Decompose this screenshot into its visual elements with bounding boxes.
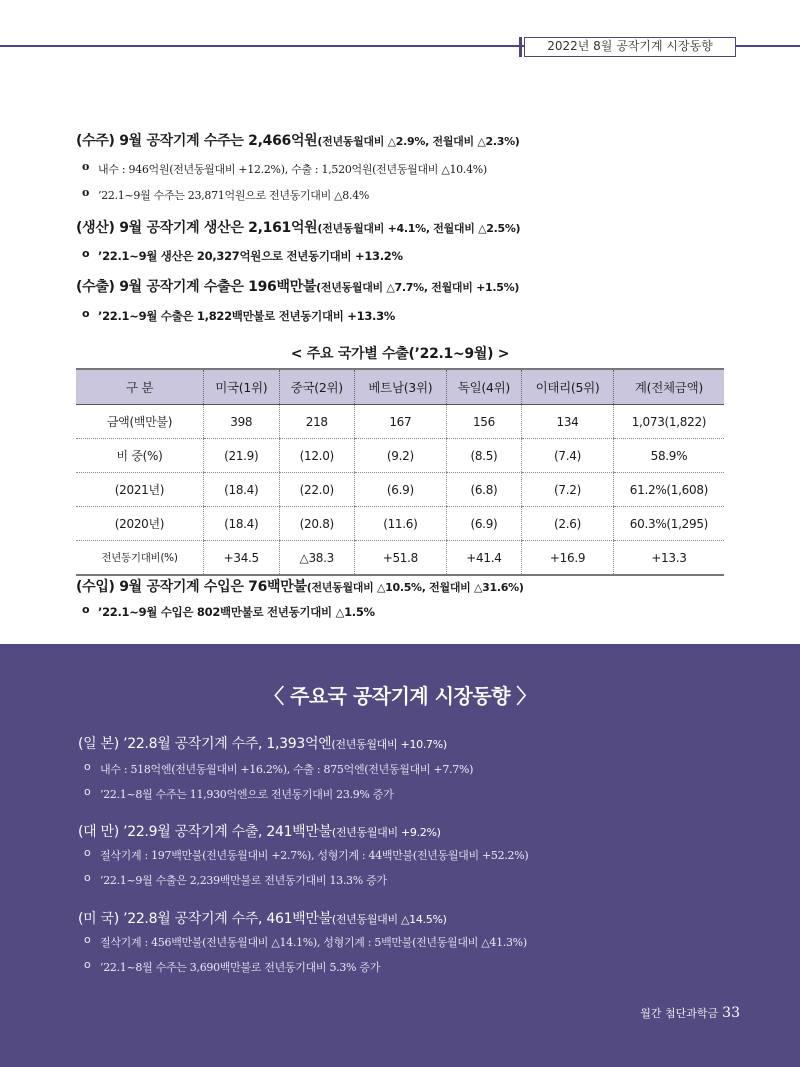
table-cell: 1,073(1,822) bbox=[613, 405, 724, 439]
table-cell: (21.9) bbox=[204, 439, 280, 473]
table-cell: (18.4) bbox=[204, 473, 280, 507]
table-cell: 전년동기대비(%) bbox=[101, 552, 178, 564]
table-cell: 60.3%(1,295) bbox=[613, 507, 724, 541]
japan-bullet-2: o ’22.1~8월 수주는 11,930억엔으로 전년동기대비 23.9% 증가 bbox=[78, 786, 760, 802]
taiwan-bullet-1: o 절삭기계 : 197백만불(전년동월대비 +2.7%), 성형기계 : 44백만불(전년동월대비 +52.2%) bbox=[78, 847, 760, 863]
table-row bbox=[76, 541, 724, 576]
table-cell: 61.2%(1,608) bbox=[613, 473, 724, 507]
japan-section bbox=[78, 733, 760, 802]
table-cell: 218 bbox=[279, 405, 355, 439]
orders-bullet-2: o ’22.1~9월 수주는 23,871억원으로 전년동기대비 △8.4% bbox=[76, 187, 740, 203]
table-row bbox=[76, 473, 724, 507]
table-cell: 398 bbox=[204, 405, 280, 439]
global-market-panel bbox=[0, 644, 800, 1067]
table-header: 중국(2위) bbox=[279, 369, 355, 405]
page-footer bbox=[640, 1005, 740, 1021]
production-heading: (생산) 9월 공작기계 생산은 2,161억원(전년동월대비 +4.1%, 전월대비 △2.5%) bbox=[76, 220, 521, 236]
table-cell: (7.4) bbox=[522, 439, 614, 473]
table-row bbox=[76, 507, 724, 541]
table-cell: +16.9 bbox=[522, 541, 614, 576]
table-cell: (20.8) bbox=[279, 507, 355, 541]
usa-bullet-2: o ’22.1~8월 수주는 3,690백만불로 전년동기대비 5.3% 증가 bbox=[78, 959, 760, 975]
table-header: 구 분 bbox=[76, 369, 204, 405]
usa-bullet-1: o 절삭기계 : 456백만불(전년동월대비 △14.1%), 성형기계 : 5백만불(전년동월대비 △41.3%) bbox=[78, 934, 760, 950]
taiwan-heading: (대 만) ’22.9월 공작기계 수출, 241백만불(전년동월대비 +9.2%) bbox=[78, 824, 441, 840]
japan-bullet-1: o 내수 : 518억엔(전년동월대비 +16.2%), 수출 : 875억엔(전년동월대비 +7.7%) bbox=[78, 761, 760, 777]
table-header-row bbox=[76, 369, 724, 405]
table-cell: +51.8 bbox=[355, 541, 447, 576]
table-header: 베트남(3위) bbox=[355, 369, 447, 405]
table-cell: 58.9% bbox=[613, 439, 724, 473]
panel-title: 〈 주요국 공작기계 시장동향 〉 bbox=[264, 684, 536, 708]
table-cell: 비 중(%) bbox=[76, 439, 204, 473]
usa-heading: (미 국) ’22.8월 공작기계 수주, 461백만불(전년동월대비 △14.5%) bbox=[78, 911, 447, 927]
table-cell: (2020년) bbox=[76, 507, 204, 541]
export-by-country-table bbox=[76, 368, 724, 576]
table-cell: △38.3 bbox=[279, 541, 355, 576]
table-cell: 금액(백만불) bbox=[76, 405, 204, 439]
table-row bbox=[76, 439, 724, 473]
table-cell: (7.2) bbox=[522, 473, 614, 507]
taiwan-bullet-2: o ’22.1~9월 수출은 2,239백만불로 전년동기대비 13.3% 증가 bbox=[78, 872, 760, 888]
orders-bullet-1: o 내수 : 946억원(전년동월대비 +12.2%), 수출 : 1,520억원(전년동월대비 △10.4%) bbox=[76, 161, 740, 177]
table-row bbox=[76, 405, 724, 439]
table-cell: (6.9) bbox=[446, 507, 522, 541]
table-cell: (22.0) bbox=[279, 473, 355, 507]
orders-heading: (수주) 9월 공작기계 수주는 2,466억원(전년동월대비 △2.9%, 전월대비 △2.3%) bbox=[76, 133, 520, 149]
table-cell: (6.9) bbox=[355, 473, 447, 507]
table-cell: +34.5 bbox=[204, 541, 280, 576]
header-title: 2022년 8월 공작기계 시장동향 bbox=[524, 37, 736, 57]
table-cell: 134 bbox=[522, 405, 614, 439]
exports-heading: (수출) 9월 공작기계 수출은 196백만불(전년동월대비 △7.7%, 전월대비 +1.5%) bbox=[76, 279, 520, 295]
imports-bullet-1: o ’22.1~9월 수입은 802백만불로 전년동기대비 △1.5% bbox=[76, 604, 740, 620]
table-header: 미국(1위) bbox=[204, 369, 280, 405]
table-header: 이태리(5위) bbox=[522, 369, 614, 405]
table-cell: (12.0) bbox=[279, 439, 355, 473]
production-bullet-1: o ’22.1~9월 생산은 20,327억원으로 전년동기대비 +13.2% bbox=[76, 248, 740, 264]
production-section bbox=[76, 217, 740, 264]
japan-heading: (일 본) ’22.8월 공작기계 수주, 1,393억엔(전년동월대비 +10.7%) bbox=[78, 736, 447, 752]
orders-section bbox=[76, 130, 740, 203]
page-number: 33 bbox=[722, 1005, 740, 1021]
footer-label: 월간 첨단과학금 bbox=[640, 1007, 719, 1020]
table-cell: (2021년) bbox=[76, 473, 204, 507]
table-header: 계(전체금액) bbox=[613, 369, 724, 405]
table-cell: (9.2) bbox=[355, 439, 447, 473]
imports-section bbox=[76, 576, 740, 620]
table-cell: 167 bbox=[355, 405, 447, 439]
table-cell: 156 bbox=[446, 405, 522, 439]
export-table-title: < 주요 국가별 수출(’22.1~9월) > bbox=[290, 346, 510, 362]
table-cell: (2.6) bbox=[522, 507, 614, 541]
table-header: 독일(4위) bbox=[446, 369, 522, 405]
exports-section bbox=[76, 276, 740, 324]
table-cell: +13.3 bbox=[613, 541, 724, 576]
table-cell: (11.6) bbox=[355, 507, 447, 541]
table-cell: (6.8) bbox=[446, 473, 522, 507]
imports-heading: (수입) 9월 공작기계 수입은 76백만불(전년동월대비 △10.5%, 전월대비 △31.6%) bbox=[76, 579, 524, 595]
table-cell: (18.4) bbox=[204, 507, 280, 541]
table-cell: +41.4 bbox=[446, 541, 522, 576]
usa-section bbox=[78, 908, 760, 975]
taiwan-section bbox=[78, 821, 760, 888]
table-cell: (8.5) bbox=[446, 439, 522, 473]
exports-bullet-1: o ’22.1~9월 수출은 1,822백만불로 전년동기대비 +13.3% bbox=[76, 308, 740, 324]
